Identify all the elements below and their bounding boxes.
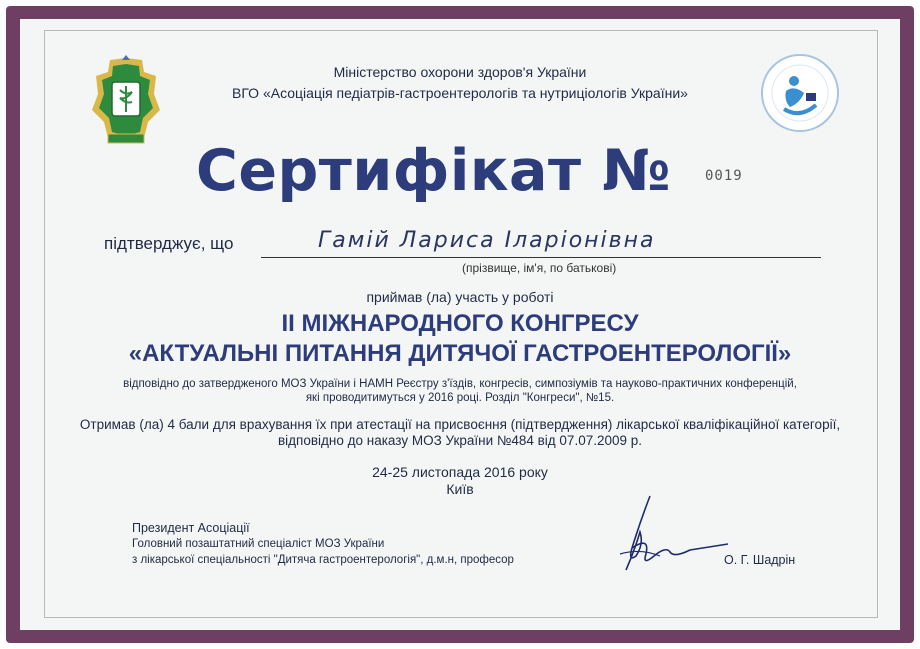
- association-name: ВГО «Асоціація педіатрів-гастроентерологів та нутриціологів України»: [232, 85, 688, 101]
- signature-icon: [610, 492, 730, 582]
- registry-text-line2: які проводитимуться у 2016 році. Розділ "Конгреси", №15.: [305, 392, 615, 404]
- confirm-label: підтверджує, що: [104, 234, 234, 253]
- recipient-name: Гамій Лариса Іларіонівна: [318, 228, 656, 253]
- event-city: Київ: [446, 481, 474, 497]
- signatory-position: Президент Асоціації: [132, 521, 250, 535]
- points-text-line2: відповідно до наказу МОЗ України №484 від 07.07.2009 р.: [278, 433, 642, 448]
- participation-text: приймав (ла) участь у роботі: [366, 289, 554, 305]
- signatory-name: О. Г. Шадрін: [724, 553, 796, 567]
- signatory-title: Головний позаштатний спеціаліст МОЗ України: [132, 538, 385, 550]
- certificate-number: 0019: [705, 168, 743, 184]
- signatory-specialty: з лікарської спеціальності "Дитяча гастроентерологія", д.м.н, професор: [132, 554, 514, 566]
- points-text-line1: Отримав (ла) 4 бали для врахування їх при атестації на присвоєння (підтвердження) лікарської кваліфікаційної категорії,: [79, 417, 841, 432]
- name-underline: [261, 257, 821, 258]
- ministry-name: Міністерство охорони здоров'я України: [333, 64, 587, 80]
- name-caption: (прізвище, ім'я, по батькові): [462, 261, 617, 275]
- congress-title-line2: «АКТУАЛЬНІ ПИТАННЯ ДИТЯЧОЇ ГАСТРОЕНТЕРОЛОГІЇ»: [128, 340, 792, 367]
- certificate-title: Сертифікат №: [196, 138, 671, 204]
- event-dates: 24-25 листопада 2016 року: [372, 464, 548, 480]
- congress-title-line1: ІІ МІЖНАРОДНОГО КОНГРЕСУ: [281, 310, 639, 337]
- registry-text-line1: відповідно до затвердженого МОЗ України і НАМН Реєстру з'їздів, конгресів, симпозіумів та науково-практичних конференцій,: [123, 378, 797, 390]
